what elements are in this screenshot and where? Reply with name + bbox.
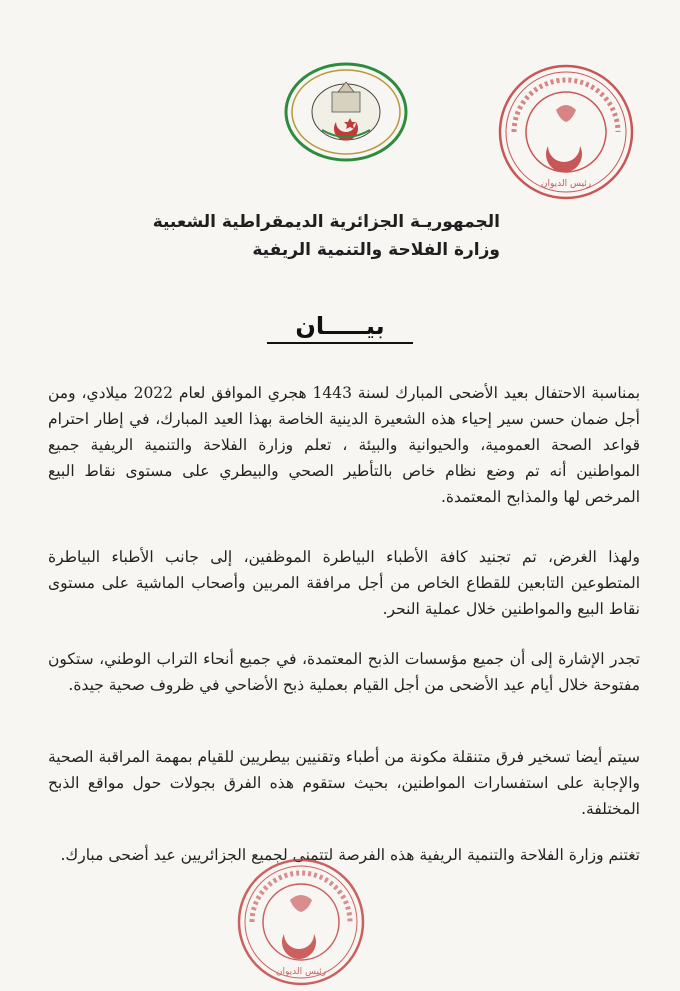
paragraph-3 bbox=[48, 646, 640, 712]
document-title bbox=[0, 312, 680, 340]
paragraph-text: ولهذا الغرض، تم تجنيد كافة الأطباء البياطرة الموظفين، إلى جانب الأطباء البياطرة المتطوعين التابعين للقطاع الخاص من أجل مرافقة المربين وأصحاب الماشية على مستوى نقاط البيع والمواطنين خلال عملية النحر. bbox=[48, 548, 640, 618]
ministry-name: وزارة الفلاحة والتنمية الريفية bbox=[252, 240, 500, 260]
paragraph-text: بمناسبة الاحتفال بعيد الأضحى المبارك لسنة 1443 هجري الموافق لعام 2022 ميلادي، ومن أجل ضمان حسن سير إحياء هذه الشعيرة الدينية الخاصة بهذا العيد المبارك، في إطار احترام قواعد الصحة العمومية، والحيوانية والبيئة ، تعلم وزارة الفلاحة والتنمية الريفية جميع المواطنين أنه تم وضع نظام خاص بالتأطير الصحي والبيطري على مستوى نقاط البيع المرخص لها والمذابح المعتمدة. bbox=[48, 384, 641, 506]
paragraph-1 bbox=[48, 380, 640, 524]
paragraph-text: تجدر الإشارة إلى أن جميع مؤسسات الذبح المعتمدة، في جميع أنحاء التراب الوطني، ستكون مفتوحة خلال أيام عيد الأضحى من أجل القيام بعملية ذبح الأضاحي في ظروف صحية جيدة. bbox=[48, 650, 640, 694]
bottom-stamp-icon bbox=[232, 856, 370, 986]
paragraph-text: سيتم أيضا تسخير فرق متنقلة مكونة من أطباء وتقنيين بيطريين للقيام بمهمة المراقبة الصحية والإجابة على استفسارات المواطنين، بحيث ستقوم هذه الفرق بجولات حول مواقع الذبح المختلفة. bbox=[48, 748, 640, 818]
paragraph-text: تغتنم وزارة الفلاحة والتنمية الريفية هذه الفرصة لتتمنى لجميع الجزائريين عيد أضحى مبارك. bbox=[60, 846, 640, 864]
republic-name: الجمهوريـة الجزائرية الديمقراطية الشعبية bbox=[152, 212, 500, 232]
paragraph-2 bbox=[48, 544, 640, 636]
ministry-emblem-icon bbox=[282, 60, 410, 164]
title-text: بيـــــان bbox=[267, 312, 412, 344]
letterhead bbox=[80, 208, 500, 264]
paragraph-4 bbox=[48, 744, 640, 836]
stamp-subtitle: رئيس الديوان bbox=[275, 967, 327, 977]
stamp-subtitle: رئيس الديوان bbox=[540, 179, 592, 189]
official-stamp-icon bbox=[496, 62, 636, 202]
